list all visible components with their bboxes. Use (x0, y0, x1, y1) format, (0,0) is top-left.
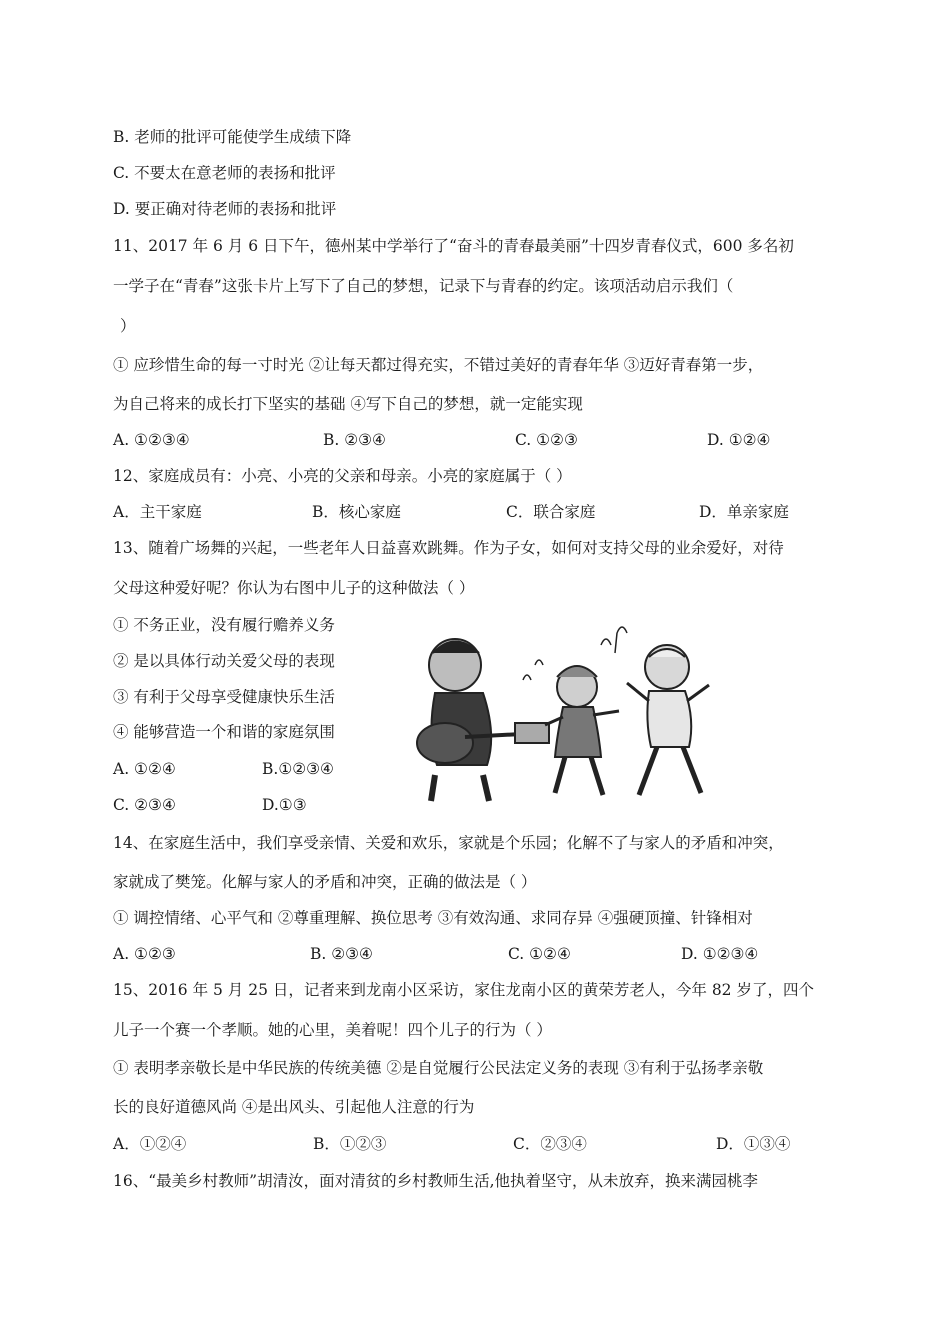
q15-option-d: D．①③④ (716, 1135, 791, 1153)
q13-stem-line-2: 父母这种爱好呢？你认为右图中儿子的这种做法（ ） (113, 579, 475, 597)
q10-option-b: B. 老师的批评可能使学生成绩下降 (113, 128, 352, 146)
q11-option-b: B. ②③④ (323, 431, 386, 449)
q13-option-b: B.①②③④ (262, 760, 334, 778)
q13-option-a: A. ①②④ (113, 760, 176, 778)
q15-options (113, 1134, 833, 1154)
q14-stem-line-2: 家就成了樊笼。化解与家人的矛盾和冲突，正确的做法是（ ） (113, 873, 537, 891)
q13-statement-4: ④ 能够营造一个和谐的家庭氛围 (113, 723, 335, 741)
q11-stem-line-3: ） (120, 317, 136, 335)
q11-option-a: A. ①②③④ (113, 431, 190, 449)
q12-option-c: C．联合家庭 (506, 503, 596, 521)
q15-stem-line-1: 15、2016 年 5 月 25 日，记者来到龙南小区采访，家住龙南小区的黄荣芳老人，今年 82 岁了，四个 (113, 981, 814, 999)
q10-option-c: C. 不要太在意老师的表扬和批评 (113, 164, 336, 182)
q15-stem-line-2: 儿子一个赛一个孝顺。她的心里，美着呢！四个儿子的行为（ ） (113, 1021, 552, 1039)
q13-stem-line-1: 13、随着广场舞的兴起，一些老年人日益喜欢跳舞。作为子女，如何对支持父母的业余爱好，对待 (113, 539, 784, 557)
q15-option-c: C．②③④ (513, 1135, 587, 1153)
q14-option-d: D. ①②③④ (681, 945, 759, 963)
q11-options (113, 430, 833, 450)
q13-option-d: D.①③ (262, 796, 307, 814)
q16-stem-line-1: 16、“最美乡村教师”胡清汝，面对清贫的乡村教师生活,他执着坚守，从未放弃，换来满园桃李 (113, 1172, 759, 1190)
q13-option-c: C. ②③④ (113, 796, 176, 814)
q11-option-c: C. ①②③ (515, 431, 578, 449)
q14-option-c: C. ①②④ (508, 945, 571, 963)
q11-option-d: D. ①②④ (707, 431, 771, 449)
q10-option-d: D. 要正确对待老师的表扬和批评 (113, 200, 337, 218)
q14-statements: ① 调控情绪、心平气和 ②尊重理解、换位思考 ③有效沟通、求同存异 ④强硬顶撞、针锋相对 (113, 909, 753, 927)
q12-option-d: D．单亲家庭 (699, 503, 789, 521)
q15-statements-line-1: ① 表明孝亲敬长是中华民族的传统美德 ②是自觉履行公民法定义务的表现 ③有利于弘扬孝亲敬 (113, 1059, 764, 1077)
q11-stem-line-2: 一学子在“青春”这张卡片上写下了自己的梦想，记录下与青春的约定。该项活动启示我们（ (113, 277, 734, 295)
family-dance-illustration (405, 625, 720, 803)
q14-options (113, 944, 833, 964)
q13-statement-2: ② 是以具体行动关爱父母的表现 (113, 652, 335, 670)
q12-options (113, 502, 833, 522)
q14-stem-line-1: 14、在家庭生活中，我们享受亲情、关爱和欢乐，家就是个乐园；化解不了与家人的矛盾和冲突， (113, 834, 784, 852)
q14-option-b: B. ②③④ (310, 945, 373, 963)
q14-option-a: A. ①②③ (113, 945, 176, 963)
q11-stem-line-1: 11、2017 年 6 月 6 日下午，德州某中学举行了“奋斗的青春最美丽”十四岁青春仪式，600 多名初 (113, 237, 794, 255)
q12-stem: 12、家庭成员有：小亮、小亮的父亲和母亲。小亮的家庭属于（ ） (113, 467, 572, 485)
q13-statement-1: ① 不务正业，没有履行赡养义务 (113, 616, 335, 634)
q13-statement-3: ③ 有利于父母享受健康快乐生活 (113, 688, 335, 706)
q11-statements-line-2: 为自己将来的成长打下坚实的基础 ④写下自己的梦想，就一定能实现 (113, 395, 583, 413)
q11-statements-line-1: ① 应珍惜生命的每一寸时光 ②让每天都过得充实，不错过美好的青春年华 ③迈好青春第一步， (113, 356, 764, 374)
q12-option-a: A．主干家庭 (113, 503, 202, 521)
q12-option-b: B．核心家庭 (312, 503, 401, 521)
q15-option-b: B．①②③ (313, 1135, 387, 1153)
q15-statements-line-2: 长的良好道德风尚 ④是出风头、引起他人注意的行为 (113, 1098, 475, 1116)
q15-option-a: A．①②④ (113, 1135, 187, 1153)
